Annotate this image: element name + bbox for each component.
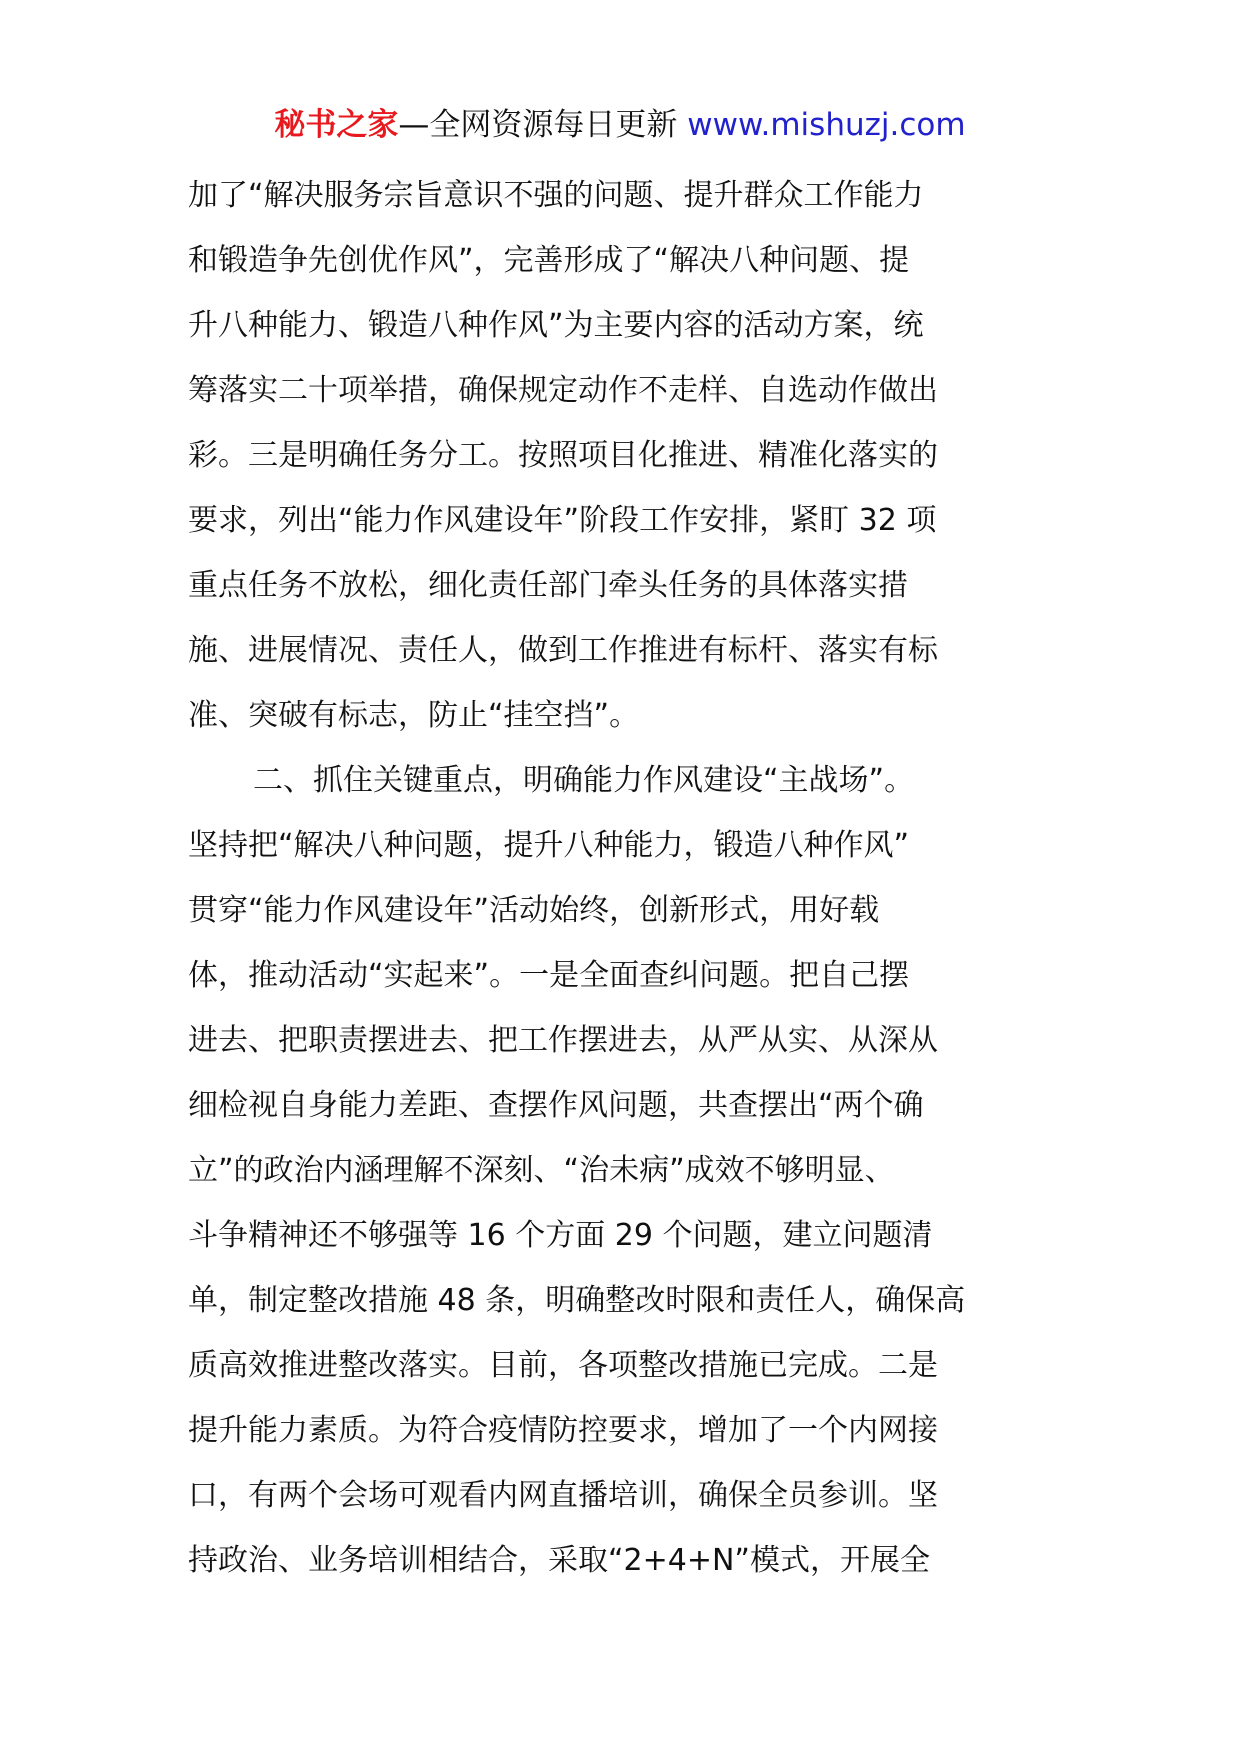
text-line: 筹落实二十项举措，确保规定动作不走样、自选动作做出 bbox=[188, 373, 938, 408]
document-body bbox=[188, 163, 1068, 1593]
text-line: 持政治、业务培训相结合，采取“2+4+N”模式，开展全 bbox=[188, 1543, 930, 1578]
text-line: 口，有两个会场可观看内网直播培训，确保全员参训。坚 bbox=[188, 1478, 938, 1513]
header-slogan: —全网资源每日更新 bbox=[398, 107, 688, 143]
text-line: 体，推动活动“实起来”。一是全面查纠问题。把自己摆 bbox=[188, 958, 910, 993]
text-line: 升八种能力、锻造八种作风”为主要内容的活动方案，统 bbox=[188, 308, 924, 343]
text-line: 施、进展情况、责任人，做到工作推进有标杆、落实有标 bbox=[188, 633, 938, 668]
section-heading-line: 二、抓住关键重点，明确能力作风建设“主战场”。 bbox=[253, 763, 915, 798]
text-line: 彩。三是明确任务分工。按照项目化推进、精准化落实的 bbox=[188, 438, 938, 473]
text-line: 坚持把“解决八种问题，提升八种能力，锻造八种作风” bbox=[188, 828, 910, 863]
brand-name: 秘书之家 bbox=[274, 107, 399, 143]
text-line: 加了“解决服务宗旨意识不强的问题、提升群众工作能力 bbox=[188, 178, 924, 213]
text-line: 单，制定整改措施 48 条，明确整改时限和责任人，确保高 bbox=[188, 1283, 966, 1318]
text-line: 进去、把职责摆进去、把工作摆进去，从严从实、从深从 bbox=[188, 1023, 938, 1058]
text-line: 要求，列出“能力作风建设年”阶段工作安排，紧盯 32 项 bbox=[188, 503, 937, 538]
text-line: 斗争精神还不够强等 16 个方面 29 个问题，建立问题清 bbox=[188, 1218, 933, 1253]
text-line: 准、突破有标志，防止“挂空挡”。 bbox=[188, 698, 640, 733]
website-link[interactable]: www.mishuzj.com bbox=[687, 107, 966, 143]
text-line: 细检视自身能力差距、查摆作风问题，共查摆出“两个确 bbox=[188, 1088, 924, 1123]
text-line: 和锻造争先创优作风”，完善形成了“解决八种问题、提 bbox=[188, 243, 910, 278]
text-line: 贯穿“能力作风建设年”活动始终，创新形式，用好载 bbox=[188, 893, 880, 928]
text-line: 重点任务不放松，细化责任部门牵头任务的具体落实措 bbox=[188, 568, 908, 603]
text-line: 提升能力素质。为符合疫情防控要求，增加了一个内网接 bbox=[188, 1413, 938, 1448]
page-header bbox=[0, 100, 1240, 150]
text-line: 质高效推进整改落实。目前，各项整改措施已完成。二是 bbox=[188, 1348, 938, 1383]
text-line: 立”的政治内涵理解不深刻、“治未病”成效不够明显、 bbox=[188, 1153, 895, 1188]
